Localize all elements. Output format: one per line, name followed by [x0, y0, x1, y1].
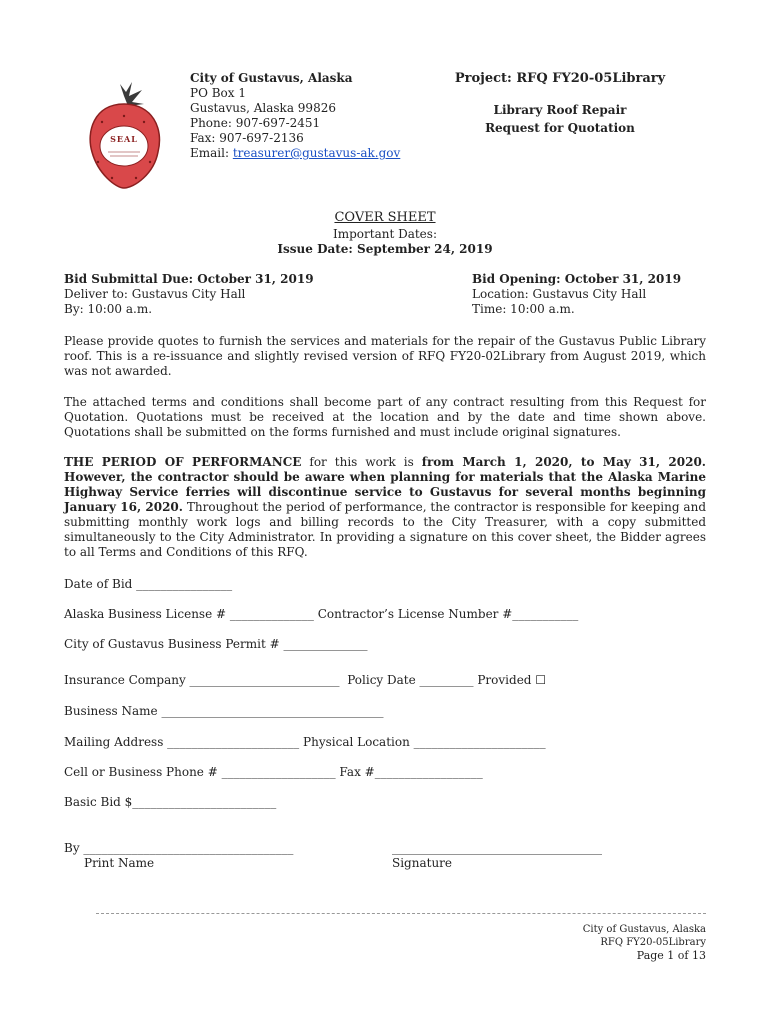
important-dates-label: Important Dates:	[332, 227, 437, 241]
seal-text: SEAL	[110, 134, 138, 144]
bid-opening-block	[472, 272, 732, 317]
policy-date-field[interactable]: Policy Date _________	[347, 673, 474, 687]
ak-business-license-field[interactable]: Alaska Business License # ______________	[64, 607, 314, 621]
print-name-line[interactable]: By ___________________________________	[64, 841, 294, 855]
project-subtitle-rfq: Request for Quotation	[485, 121, 635, 135]
org-name: City of Gustavus, Alaska	[190, 71, 353, 85]
issue-date: Issue Date: September 24, 2019	[277, 242, 493, 256]
project-title: Project: RFQ FY20-05Library	[454, 71, 666, 86]
deliver-by: By: 10:00 a.m.	[64, 302, 153, 316]
date-of-bid-field[interactable]: Date of Bid ________________	[64, 577, 233, 591]
phone: Phone: 907-697-2451	[190, 116, 321, 130]
cell-phone-field[interactable]: Cell or Business Phone # ___________________	[64, 765, 336, 779]
email-row	[190, 146, 430, 161]
performance-paragraph	[64, 455, 706, 560]
mailing-address-field[interactable]: Mailing Address ______________________	[64, 735, 300, 749]
physical-location-field[interactable]: Physical Location ______________________	[303, 735, 546, 749]
provided-checkbox[interactable]: Provided ☐	[477, 673, 547, 687]
basic-bid-field[interactable]: Basic Bid $________________________	[64, 795, 277, 809]
footer-rfq: RFQ FY20-05Library	[600, 937, 706, 948]
insurance-company-field[interactable]: Insurance Company _________________________	[64, 673, 340, 687]
address-row	[64, 735, 546, 750]
performance-text-2: Throughout the period of performance, the contractor is responsible for keeping and submitting monthly work logs and billing records to the City Treasurer, with a copy submitted simultaneously to the City Administrator. In providing a signature on this cover sheet, the Bidder agrees to all Terms and Conditions of this RFQ.	[64, 500, 706, 559]
email-link[interactable]: treasurer@gustavus-ak.gov	[232, 146, 401, 160]
terms-paragraph: The attached terms and conditions shall become part of any contract resulting from this Request for Quotation. Quotations must be received at the location and by the date and time shown above. Quotations shall be submitted on the forms furnished and must include original signatures.	[64, 395, 706, 439]
page-number: Page 1 of 13	[636, 949, 706, 962]
footer-org: City of Gustavus, Alaska	[582, 924, 706, 935]
license-row	[64, 607, 578, 622]
email-label: Email:	[190, 146, 233, 160]
deliver-to: Deliver to: Gustavus City Hall	[64, 287, 246, 301]
opening-location: Location: Gustavus City Hall	[472, 287, 647, 301]
footer-divider	[96, 913, 706, 914]
performance-heading: THE PERIOD OF PERFORMANCE	[64, 455, 302, 469]
signature-label: Signature	[392, 856, 453, 870]
signature-line[interactable]: ___________________________________	[392, 841, 602, 855]
phone-row	[64, 765, 483, 780]
opening-time: Time: 10:00 a.m.	[472, 302, 575, 316]
insurance-row	[64, 673, 546, 688]
fax: Fax: 907-697-2136	[190, 131, 304, 145]
footer	[583, 923, 706, 962]
contact-block	[190, 71, 430, 161]
project-subtitle-roof: Library Roof Repair	[493, 103, 627, 117]
bid-opening: Bid Opening: October 31, 2019	[472, 272, 682, 286]
cover-sheet-title: COVER SHEET	[334, 210, 436, 225]
intro-paragraph: Please provide quotes to furnish the services and materials for the repair of the Gustavus Public Library roof. This is a re-issuance and slightly revised version of RFQ FY20-02Library from August 2019, which was not awarded.	[64, 334, 706, 378]
fax-field[interactable]: Fax #__________________	[339, 765, 483, 779]
contractor-license-field[interactable]: Contractor’s License Number #___________	[317, 607, 579, 621]
print-name-label: Print Name	[84, 856, 155, 870]
city-line: Gustavus, Alaska 99826	[190, 101, 336, 115]
bid-submittal-block	[64, 272, 384, 317]
business-permit-field[interactable]: City of Gustavus Business Permit # ______________	[64, 637, 368, 651]
performance-dates: from March 1, 2020, to May 31, 2020. However, the contractor should be aware when planning for materials that the Alaska Marine Highway Service ferries will discontinue service to Gustavus for several months beginning January 16, 2020.	[64, 455, 706, 514]
po-box: PO Box 1	[190, 86, 246, 100]
bid-submittal-due: Bid Submittal Due: October 31, 2019	[64, 272, 314, 286]
business-name-field[interactable]: Business Name _____________________________________	[64, 704, 384, 718]
performance-text-1: for this work is	[301, 455, 422, 469]
